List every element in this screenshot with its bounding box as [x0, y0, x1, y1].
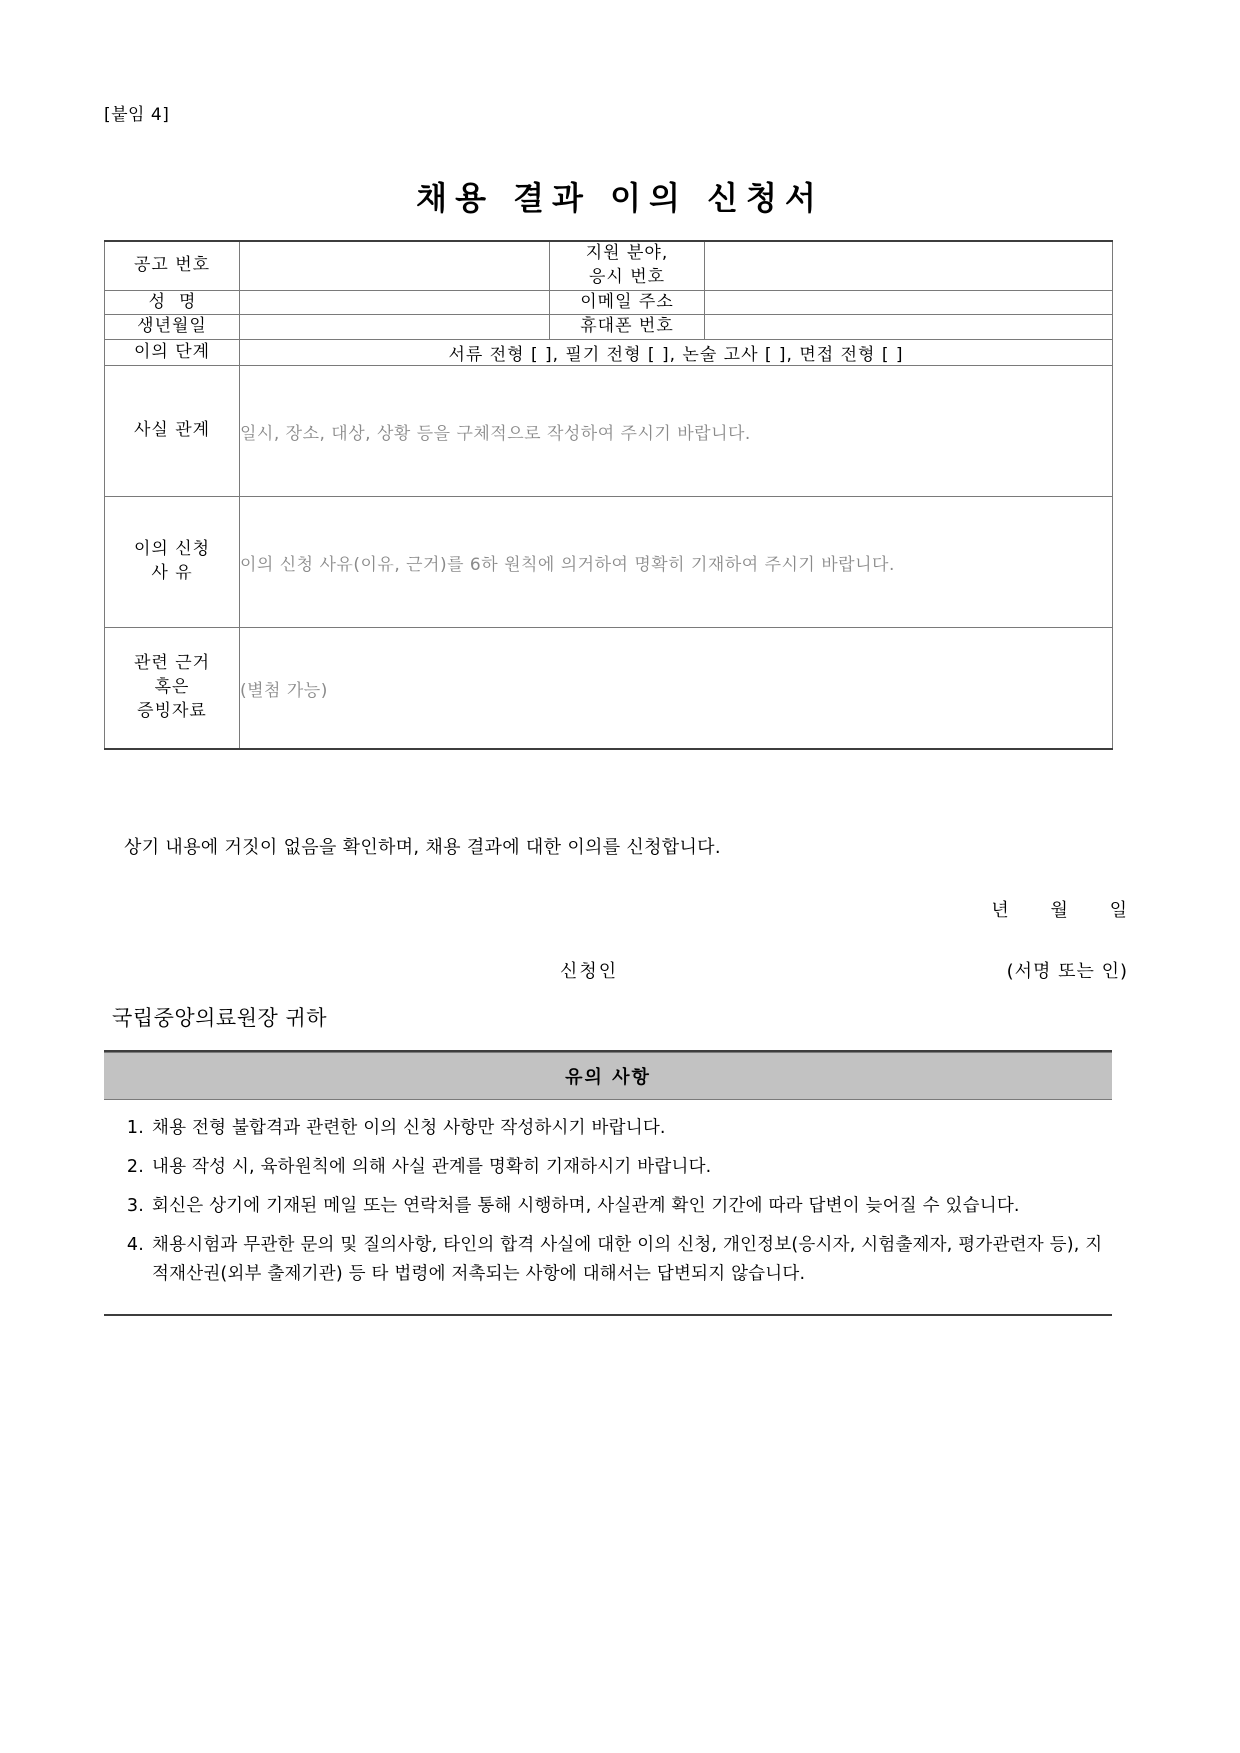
list-item [110, 1114, 1106, 1143]
notice-item-text: 채용시험과 무관한 문의 및 질의사항, 타인의 합격 사실에 대한 이의 신청, 개인정보(응시자, 시험출제자, 평가관련자 등), 지적재산권(외부 출제기관) 등 타 법령에 저촉되는 사항에 대해서는 답변되지 않습니다. [152, 1234, 1103, 1284]
table-row [105, 315, 1113, 340]
field-label-field-and-exam-number: 지원 분야, 응시 번호 [550, 241, 705, 290]
declaration-text: 상기 내용에 거짓이 없음을 확인하며, 채용 결과에 대한 이의를 신청합니다. [124, 837, 721, 858]
page-title: 채용 결과 이의 신청서 [416, 179, 824, 217]
table-row [105, 290, 1113, 315]
table-row [105, 366, 1113, 497]
signature-note: (서명 또는 인) [1006, 961, 1128, 982]
field-input-field-and-exam-number[interactable] [705, 241, 1113, 290]
table-row [105, 497, 1113, 628]
notice-item-text: 채용 전형 불합격과 관련한 이의 신청 사항만 작성하시기 바랍니다. [152, 1118, 666, 1138]
notice-item-number: 3. [126, 1195, 144, 1216]
field-label-facts: 사실 관계 [105, 366, 240, 497]
field-label-email: 이메일 주소 [550, 290, 705, 315]
attachment-tag: [붙임 4] [104, 105, 170, 125]
field-label-appeal-stage: 이의 단계 [105, 340, 240, 366]
field-label-announcement-number: 공고 번호 [105, 241, 240, 290]
field-input-email[interactable] [705, 290, 1113, 315]
notice-list [104, 1100, 1112, 1308]
table-row [105, 241, 1113, 290]
notice-item-number: 4. [126, 1234, 144, 1255]
field-input-mobile[interactable] [705, 315, 1113, 340]
notice-item-number: 1. [126, 1118, 144, 1138]
date-month-label: 월 [1050, 900, 1069, 921]
field-input-facts[interactable]: 일시, 장소, 대상, 상황 등을 구체적으로 작성하여 주시기 바랍니다. [240, 366, 1113, 497]
list-item [110, 1153, 1106, 1182]
field-value-appeal-stage[interactable]: 서류 전형 [ ], 필기 전형 [ ], 논술 고사 [ ], 면접 전형 [ ] [240, 340, 1113, 366]
table-row [105, 340, 1113, 366]
notice-header: 유의 사항 [104, 1052, 1112, 1100]
field-input-announcement-number[interactable] [240, 241, 550, 290]
notice-item-text: 회신은 상기에 기재된 메일 또는 연락처를 통해 시행하며, 사실관계 확인 기간에 따라 답변이 늦어질 수 있습니다. [152, 1195, 1020, 1216]
notice-section [104, 1050, 1112, 1316]
field-label-evidence: 관련 근거 혹은 증빙자료 [105, 628, 240, 750]
field-label-appeal-reason: 이의 신청 사 유 [105, 497, 240, 628]
field-input-birthdate[interactable] [240, 315, 550, 340]
field-input-appeal-reason[interactable]: 이의 신청 사유(이유, 근거)를 6하 원칙에 의거하여 명확히 기재하여 주시기 바랍니다. [240, 497, 1113, 628]
notice-item-text: 내용 작성 시, 육하원칙에 의해 사실 관계를 명확히 기재하시기 바랍니다. [152, 1156, 712, 1177]
field-label-mobile: 휴대폰 번호 [550, 315, 705, 340]
date-year-label: 년 [991, 900, 1010, 921]
field-label-birthdate: 생년월일 [105, 315, 240, 340]
table-row [105, 628, 1113, 750]
addressee: 국립중앙의료원장 귀하 [112, 1006, 328, 1030]
field-input-name[interactable] [240, 290, 550, 315]
list-item [110, 1231, 1106, 1289]
field-label-name: 성명 [105, 290, 240, 315]
signer-label: 신청인 [560, 961, 619, 982]
applicant-form-table [104, 240, 1113, 750]
notice-bottom-divider [104, 1314, 1112, 1316]
notice-item-number: 2. [126, 1156, 144, 1177]
field-input-evidence[interactable]: (별첨 가능) [240, 628, 1113, 750]
date-day-label: 일 [1109, 900, 1128, 921]
list-item [110, 1192, 1106, 1221]
date-line [957, 896, 1128, 922]
